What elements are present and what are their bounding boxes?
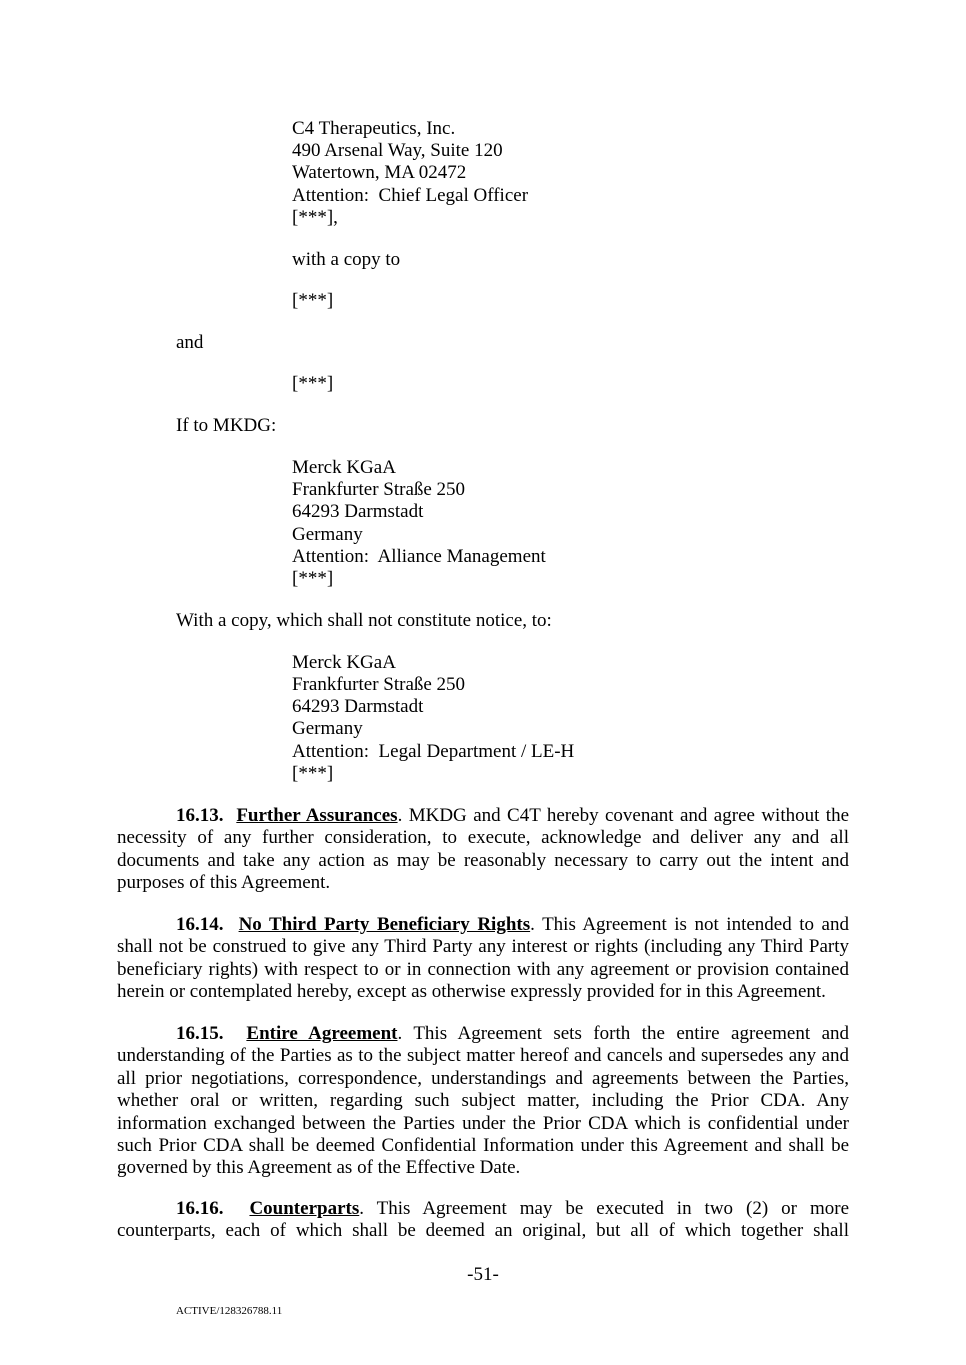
section-title: Counterparts xyxy=(249,1198,360,1219)
legal-country: Germany xyxy=(292,718,363,739)
section-title: No Third Party Beneficiary Rights xyxy=(238,914,531,935)
section-text: . This Agreement sets forth the entire agreement and understanding of the Parties as to the subject matter hereof and cancels and supersedes any and all prior negotiations, correspondence, understandings and agreements between the Parties, whether oral or written, regarding such subject matter, including the Prior CDA. Any information exchanged between the Parties under the Prior CDA which is confidential under such Prior CDA shall be deemed Confidential Information under this Agreement and shall be governed by this Agreement as of the Effective Date. xyxy=(117,1023,849,1179)
mkdg-redacted: [***] xyxy=(292,568,334,589)
section-text: . This Agreement may be executed in two (2) or more counterparts, each of which shall be deemed an original, but all of which together shall xyxy=(117,1198,849,1242)
legal-city: 64293 Darmstadt xyxy=(292,696,424,717)
mkdg-street: Frankfurter Straße 250 xyxy=(292,479,466,500)
section-title: Entire Agreement xyxy=(246,1023,398,1044)
c4t-redacted: [***], xyxy=(292,207,338,228)
legal-name: Merck KGaA xyxy=(292,652,396,673)
legal-attention: Attention: Legal Department / LE-H xyxy=(292,741,575,762)
section-number: 16.13. xyxy=(176,805,224,826)
legal-street: Frankfurter Straße 250 xyxy=(292,674,466,695)
copy-redacted-2: [***] xyxy=(292,373,334,394)
mkdg-city: 64293 Darmstadt xyxy=(292,501,424,522)
section-16-16 xyxy=(117,1198,849,1243)
mkdg-attention: Attention: Alliance Management xyxy=(292,546,546,567)
section-number: 16.14. xyxy=(176,914,224,935)
c4t-name: C4 Therapeutics, Inc. xyxy=(292,118,456,139)
copy-intro: with a copy to xyxy=(292,249,401,270)
document-id-footer: ACTIVE/128326788.11 xyxy=(176,1305,283,1317)
c4t-city: Watertown, MA 02472 xyxy=(292,162,467,183)
legal-redacted: [***] xyxy=(292,763,334,784)
page-number: -51- xyxy=(467,1264,499,1285)
section-number: 16.15. xyxy=(176,1023,224,1044)
section-16-14 xyxy=(117,914,849,1004)
section-text: . MKDG and C4T hereby covenant and agree without the necessity of any further consideration, to execute, acknowledge and deliver any and all documents and take any action as may be reasonably necessary to carry out the intent and purposes of this Agreement. xyxy=(117,805,850,894)
notice-copy-intro: With a copy, which shall not constitute notice, to: xyxy=(176,610,552,631)
section-16-13 xyxy=(117,805,849,895)
mkdg-name: Merck KGaA xyxy=(292,457,396,478)
section-16-15 xyxy=(117,1023,849,1180)
and-label: and xyxy=(176,332,204,353)
mkdg-intro: If to MKDG: xyxy=(176,415,277,436)
copy-redacted-1: [***] xyxy=(292,290,334,311)
mkdg-country: Germany xyxy=(292,524,363,545)
c4t-attention: Attention: Chief Legal Officer xyxy=(292,185,529,206)
section-text: . This Agreement is not intended to and shall not be construed to give any Third Party any interest or rights (including any Third Party beneficiary rights) with respect to or in connection with any agreement or provision contained herein or contemplated hereby, except as otherwise expressly provided for in this Agreement. xyxy=(117,914,849,1003)
section-title: Further Assurances xyxy=(236,805,398,826)
section-number: 16.16. xyxy=(176,1198,224,1219)
c4t-street: 490 Arsenal Way, Suite 120 xyxy=(292,140,503,161)
